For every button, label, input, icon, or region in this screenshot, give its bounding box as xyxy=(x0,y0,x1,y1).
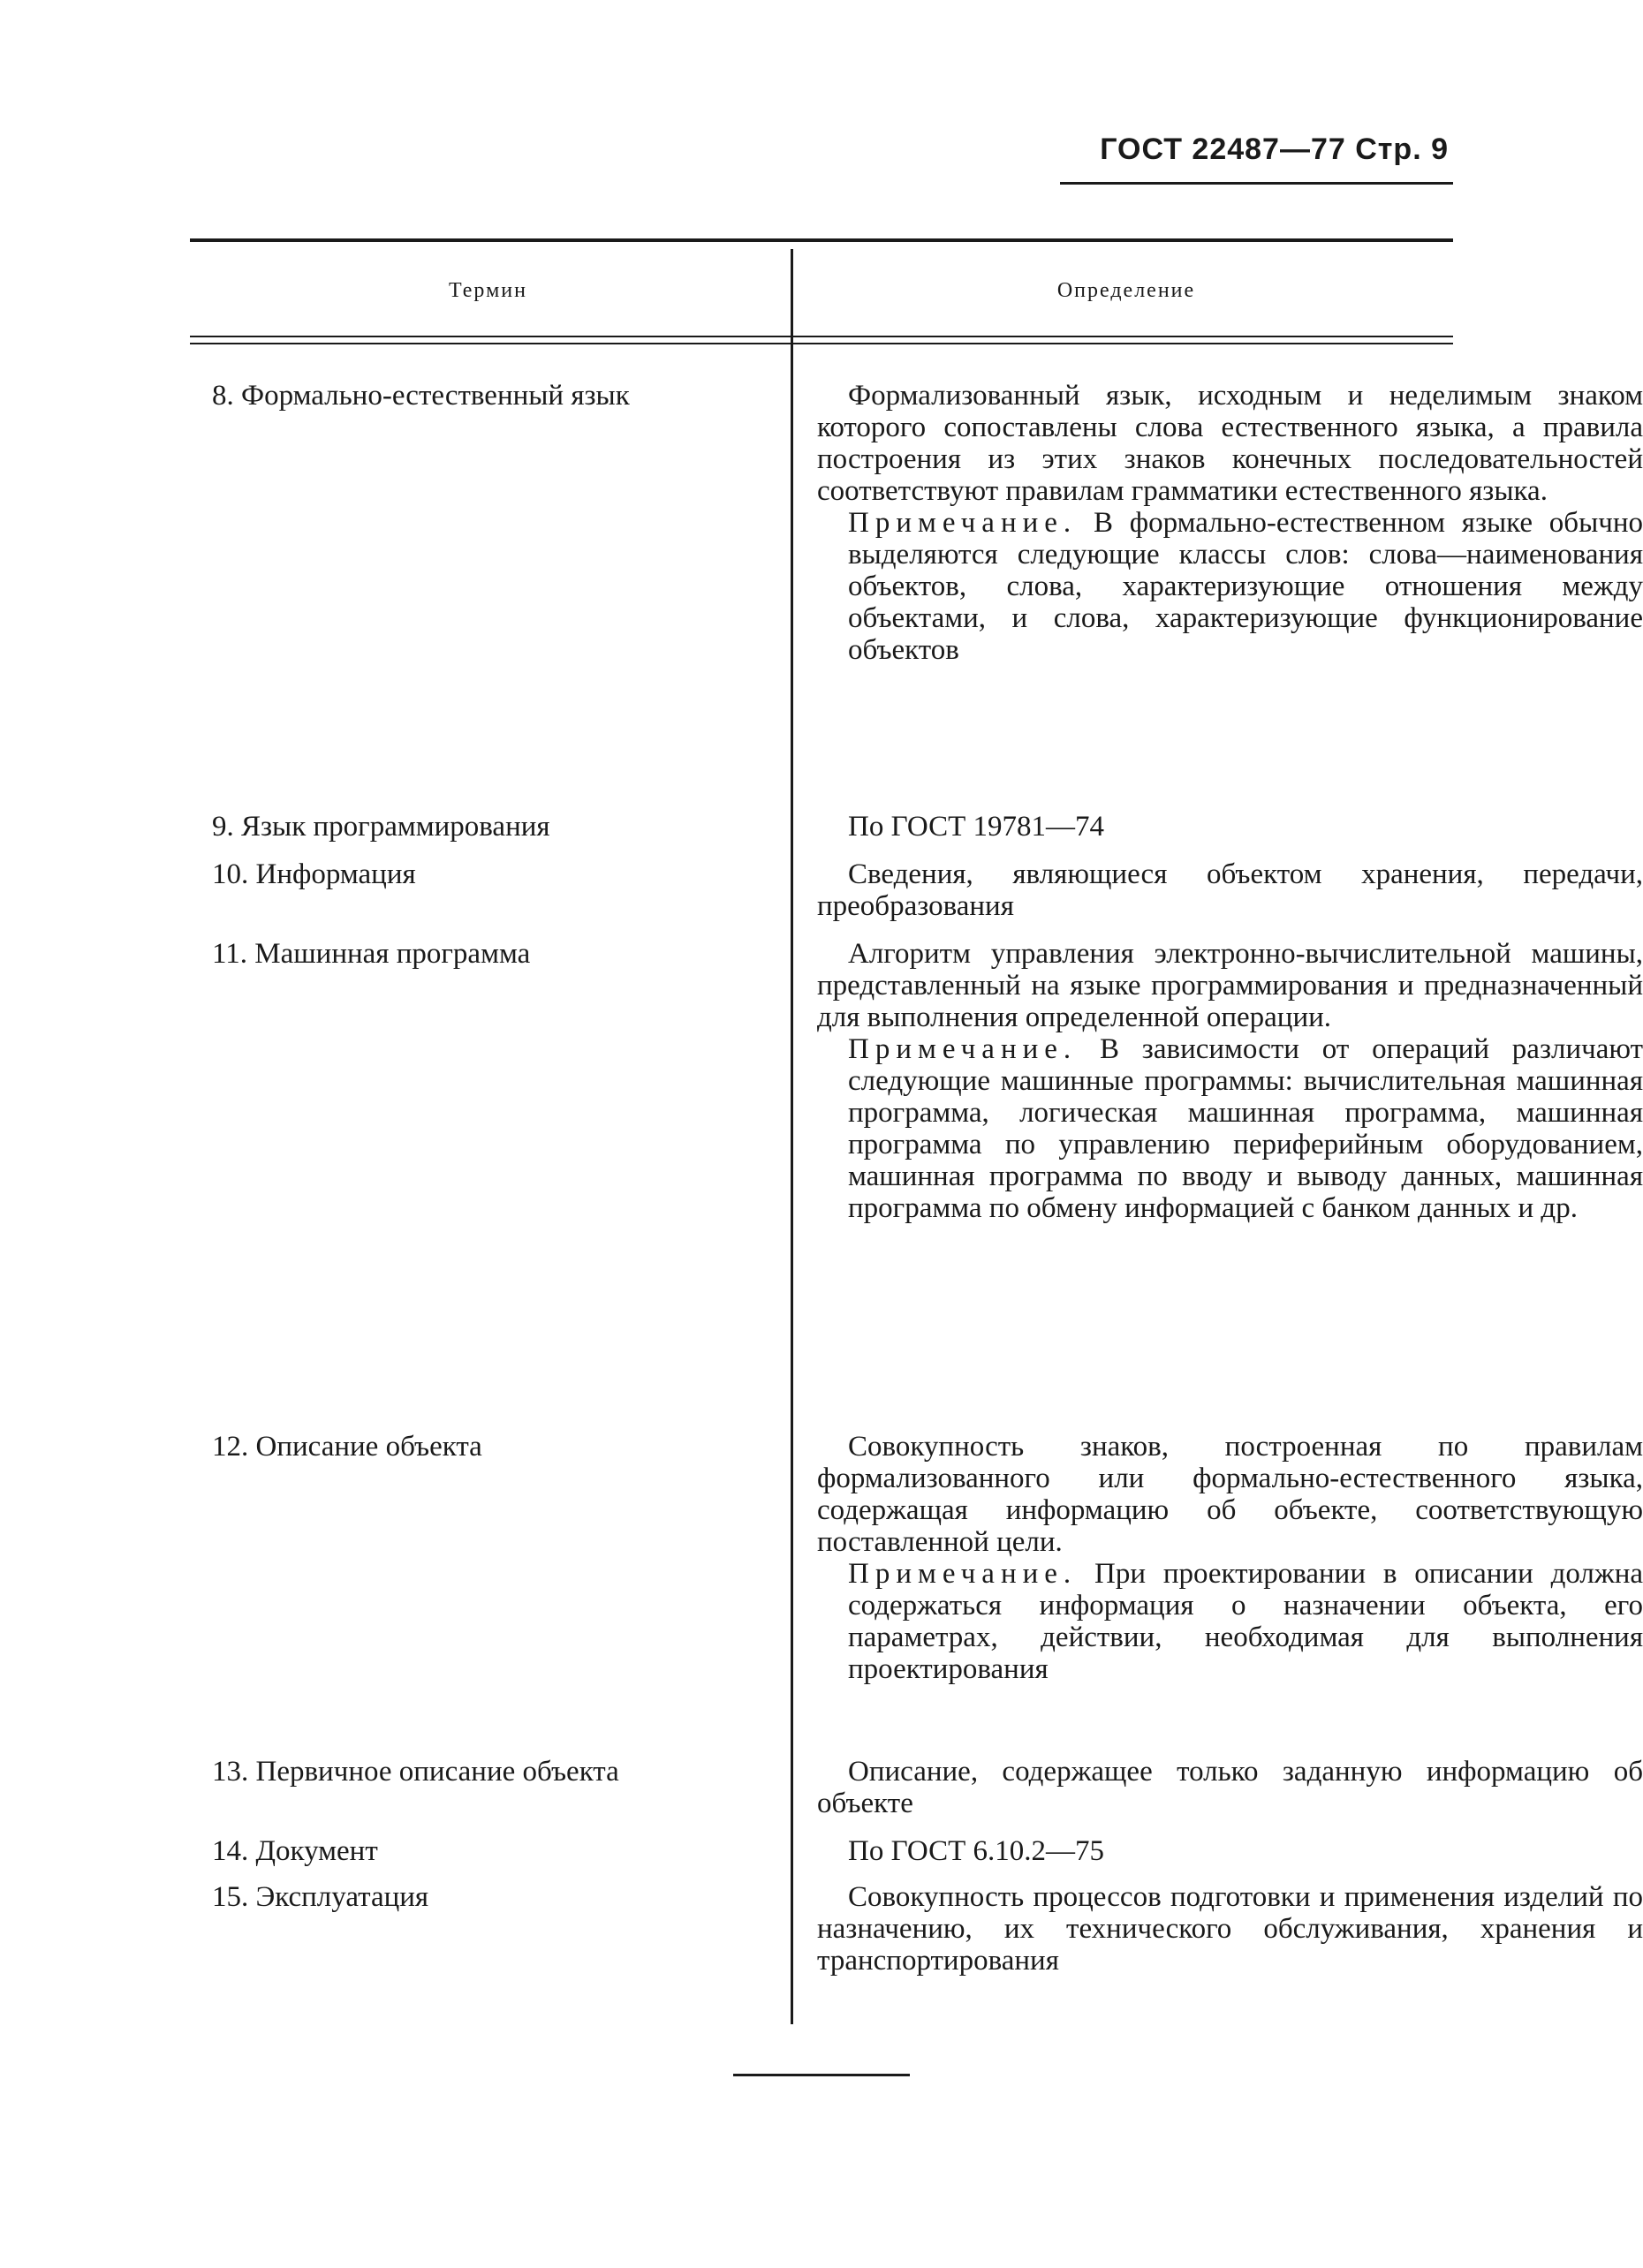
note xyxy=(817,507,1643,666)
header-divider-double xyxy=(190,343,1453,344)
definition xyxy=(817,1756,1643,1819)
definition-text: Описание, содержащее только заданную информацию об объекте xyxy=(817,1756,1643,1819)
note-label: Примечание. xyxy=(848,507,1078,539)
header-rule xyxy=(1060,182,1453,185)
definition xyxy=(817,1835,1643,1867)
note-text: В зависимости от операций различают следующие машинные программы: вычислительная машинная программа, логическая машинная программа, машинная программа по управлению периферийным оборудованием, машинная программа по вводу и выводу данных, машинная программа по обмену информацией с банком данных и др. xyxy=(848,1033,1643,1224)
definition-text: Совокупность процессов подготовки и применения изделий по назначению, их технического обслуживания, хранения и транспортирования xyxy=(817,1881,1643,1977)
header-divider xyxy=(190,336,1453,337)
note xyxy=(817,1033,1643,1224)
definition xyxy=(817,1881,1643,1977)
note xyxy=(817,1558,1643,1685)
note-text: При проектировании в описании должна содержаться информация о назначении объекта, его параметрах, действии, необходимая для выполнения проектирования xyxy=(848,1558,1643,1685)
note-label: Примечание. xyxy=(848,1033,1078,1065)
note-label: Примечание. xyxy=(848,1558,1078,1590)
column-divider xyxy=(791,249,793,2024)
column-header-term: Термин xyxy=(449,279,527,302)
definition-text: Сведения, являющиеся объектом хранения, передачи, преобразования xyxy=(817,858,1643,922)
definition xyxy=(817,938,1643,1224)
page-header: ГОСТ 22487—77 Стр. 9 xyxy=(1100,132,1449,166)
definition-text: Совокупность знаков, построенная по правилам формализованного или формально-естественного языка, содержащая информацию об объекте, соответствующую поставленной цели. xyxy=(817,1431,1643,1558)
table-top-rule xyxy=(190,238,1453,242)
note-text: В формально-естественном языке обычно выделяются следующие классы слов: слова—наименования объектов, слова, характеризующие отношения между объектами, и слова, характеризующие функционирование объектов xyxy=(848,507,1643,666)
bottom-rule xyxy=(733,2074,910,2076)
term: 14. Документ xyxy=(212,1835,378,1867)
term: 15. Эксплуатация xyxy=(212,1881,429,1913)
definition xyxy=(817,858,1643,922)
definition xyxy=(817,380,1643,666)
term: 10. Информация xyxy=(212,858,416,890)
term: 9. Язык программирования xyxy=(212,811,550,843)
term: 11. Машинная программа xyxy=(212,938,531,970)
definition-text: Алгоритм управления электронно-вычислительной машины, представленный на языке программирования и предназначенный для выполнения определенной операции. xyxy=(817,938,1643,1033)
definition xyxy=(817,1431,1643,1685)
term: 13. Первичное описание объекта xyxy=(212,1756,619,1788)
definition-text: Формализованный язык, исходным и неделимым знаком которого сопоставлены слова естественного языка, а правила построения из этих знаков конечных последовательностей соответствуют правилам грамматики естественного языка. xyxy=(817,380,1643,507)
term: 12. Описание объекта xyxy=(212,1431,482,1463)
definition xyxy=(817,811,1643,843)
definition-text: По ГОСТ 19781—74 xyxy=(848,811,1104,843)
column-header-definition: Определение xyxy=(1056,279,1196,302)
term: 8. Формально-естественный язык xyxy=(212,380,630,412)
definition-text: По ГОСТ 6.10.2—75 xyxy=(848,1835,1104,1867)
